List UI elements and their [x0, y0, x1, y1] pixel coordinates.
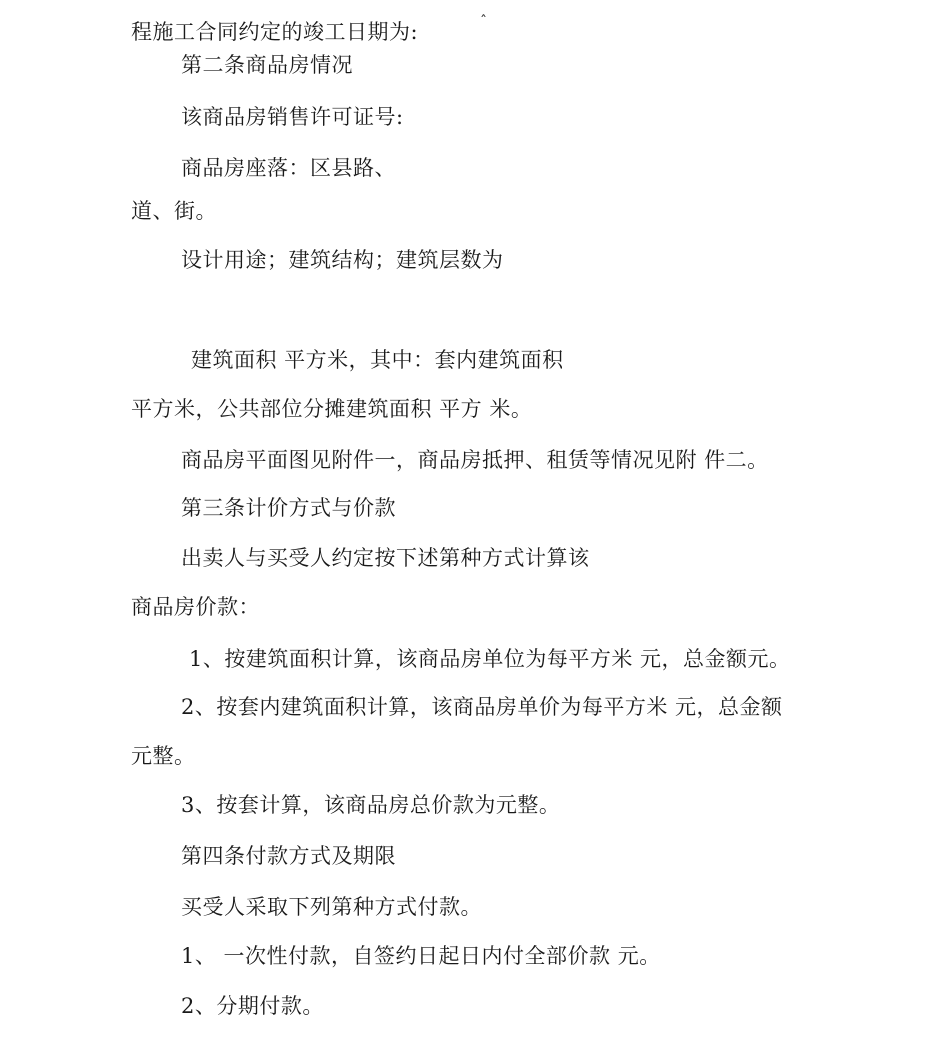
text-line-building-area: 建筑面积 平方米，其中：套内建筑面积	[191, 348, 564, 372]
list-item-pricing-2: 2、按套内建筑面积计算，该商品房单价为每平方米 元，总金额	[181, 695, 783, 719]
text-line-sales-permit: 该商品房销售许可证号:	[181, 105, 404, 129]
text-line-floor-plan: 商品房平面图见附件一，商品房抵押、租赁等情况见附 件二。	[181, 448, 769, 472]
list-item-pricing-3: 3、按套计算，该商品房总价款为元整。	[181, 793, 561, 817]
text-line-pricing-cont: 商品房价款：	[131, 595, 260, 619]
text-line-area-cont: 平方米，公共部位分摊建筑面积 平方 米。	[131, 397, 533, 421]
text-line-location: 商品房座落：区县路、	[181, 156, 396, 180]
text-line-completion-date: 程施工合同约定的竣工日期为:	[131, 20, 419, 44]
stray-caret-mark: ˆ	[480, 14, 487, 30]
list-item-payment-2: 2、分期付款。	[181, 994, 324, 1018]
text-line-location-cont: 道、街。	[131, 199, 217, 223]
article-heading-4: 第四条付款方式及期限	[181, 844, 396, 868]
article-heading-3: 第三条计价方式与价款	[181, 496, 396, 520]
list-item-pricing-1: 1、按建筑面积计算，该商品房单位为每平方米 元，总金额元。	[189, 647, 791, 671]
text-line-pricing-method: 出卖人与买受人约定按下述第种方式计算该	[181, 546, 590, 570]
article-heading-2: 第二条商品房情况	[181, 53, 353, 77]
list-item-payment-1: 1、 一次性付款，自签约日起日内付全部价款 元。	[181, 944, 661, 968]
text-line-design-use: 设计用途；建筑结构；建筑层数为	[181, 248, 504, 272]
list-item-pricing-2-cont: 元整。	[131, 744, 196, 768]
text-line-payment-method: 买受人采取下列第种方式付款。	[181, 895, 482, 919]
